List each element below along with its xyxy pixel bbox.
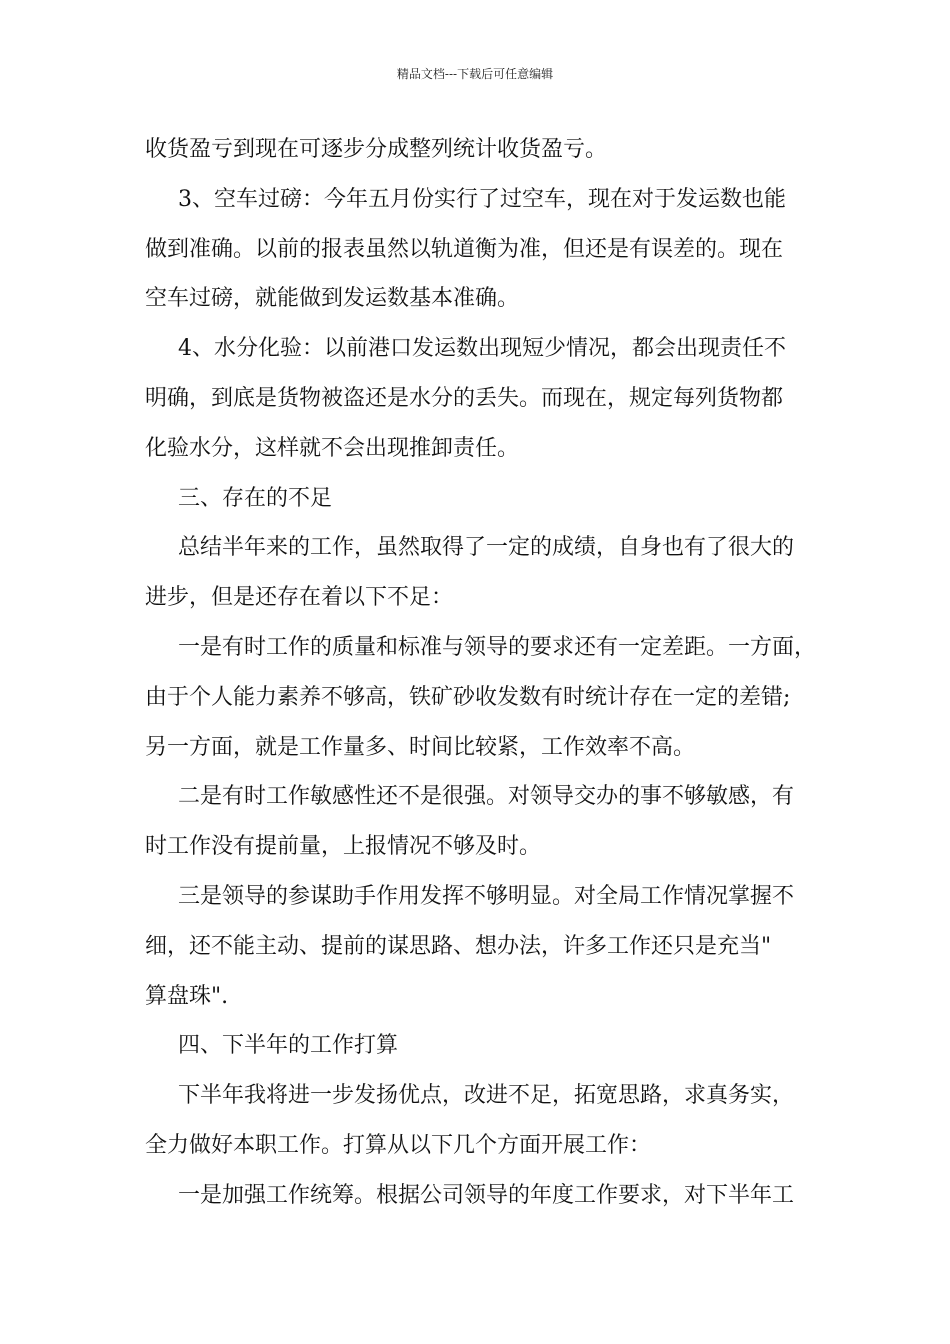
text-line: 明确，到底是货物被盗还是水分的丢失。而现在，规定每列货物都: [145, 385, 784, 411]
text-line: 做到准确。以前的报表虽然以轨道衡为准，但还是有误差的。现在: [145, 236, 784, 262]
text-line: 二是有时工作敏感性还不是很强。对领导交办的事不够敏感，有: [178, 784, 795, 810]
text-line: 一是加强工作统筹。根据公司领导的年度工作要求，对下半年工: [178, 1182, 795, 1208]
text-line: 三是领导的参谋助手作用发挥不够明显。对全局工作情况掌握不: [178, 883, 795, 909]
text-line: 时工作没有提前量，上报情况不够及时。: [145, 834, 542, 860]
text-line: 4、水分化验：以前港口发运数出现短少情况，都会出现责任不: [178, 336, 786, 362]
text-line: 算盘珠".: [145, 983, 229, 1009]
text-line: 进步，但是还存在着以下不足：: [145, 585, 454, 611]
section-heading: 三、存在的不足: [178, 485, 333, 511]
text-line: 3、空车过磅：今年五月份实行了过空车，现在对于发运数也能: [178, 186, 786, 212]
text-line: 由于个人能力素养不够高，铁矿砂收发数有时统计存在一定的差错;: [145, 684, 791, 710]
section-heading: 四、下半年的工作打算: [178, 1033, 399, 1059]
document-body: [145, 130, 817, 1226]
text-line: 另一方面，就是工作量多、时间比较紧，工作效率不高。: [145, 734, 696, 760]
text-line: 一是有时工作的质量和标准与领导的要求还有一定差距。一方面，: [178, 634, 817, 660]
text-line: 下半年我将进一步发扬优点，改进不足，拓宽思路，求真务实，: [178, 1083, 795, 1109]
page-header: 精品文档---下载后可任意编辑: [396, 67, 554, 81]
text-line: 细，还不能主动、提前的谋思路、想办法，许多工作还只是充当": [145, 933, 772, 959]
text-line: 总结半年来的工作，虽然取得了一定的成绩，自身也有了很大的: [178, 535, 795, 561]
text-line: 收货盈亏到现在可逐步分成整列统计收货盈亏。: [145, 137, 608, 162]
text-line: 全力做好本职工作。打算从以下几个方面开展工作：: [145, 1132, 652, 1158]
text-line: 空车过磅，就能做到发运数基本准确。: [145, 286, 520, 312]
text-line: 化验水分，这样就不会出现推卸责任。: [145, 435, 520, 461]
